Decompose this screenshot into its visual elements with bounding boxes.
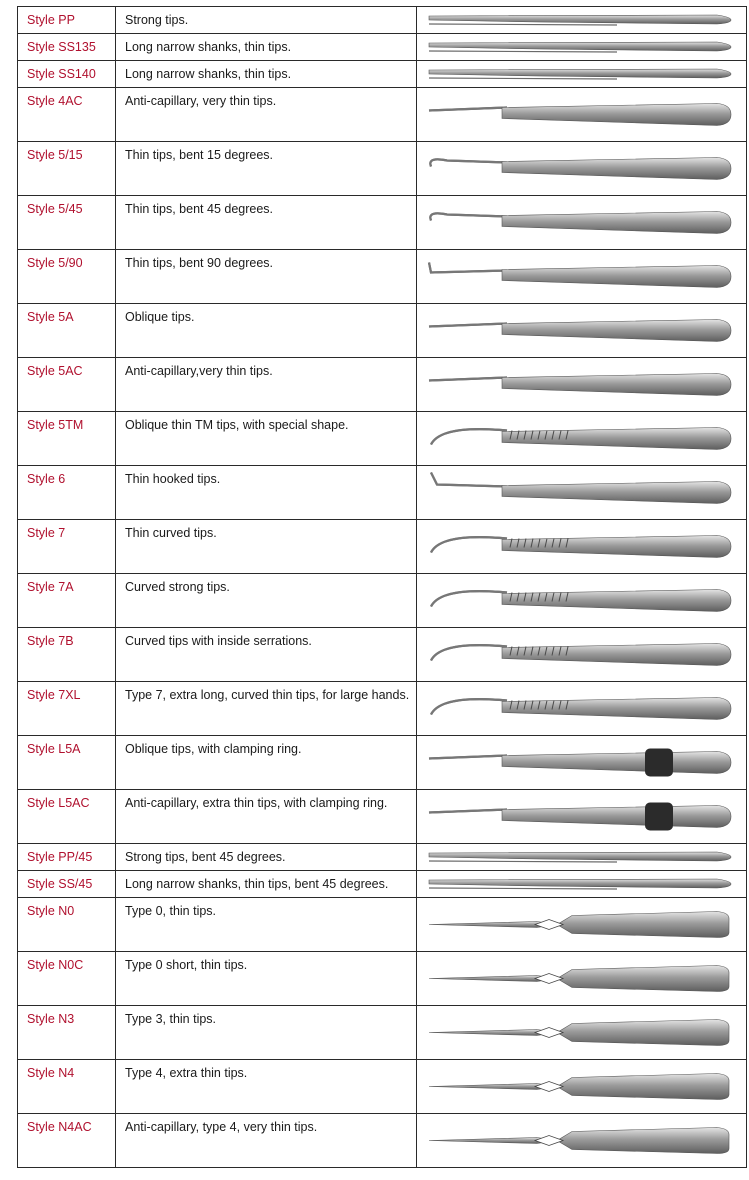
- table-row: [18, 844, 747, 871]
- style-cell: [18, 790, 116, 844]
- image-cell: [417, 1114, 747, 1168]
- image-cell: [417, 898, 747, 952]
- image-cell: [417, 466, 747, 520]
- style-description: Type 3, thin tips.: [125, 1012, 217, 1026]
- style-name: Style 7: [27, 526, 66, 540]
- style-description: Anti-capillary, extra thin tips, with clamping ring.: [125, 796, 388, 810]
- image-cell: [417, 574, 747, 628]
- style-description: Thin curved tips.: [125, 526, 217, 540]
- table-body: [18, 7, 747, 1168]
- description-cell: [116, 682, 417, 736]
- tweezers-anti-capillary-icon: [417, 358, 746, 411]
- style-name: Style N4: [27, 1066, 75, 1080]
- tweezers-reverse-action-icon: [417, 1060, 746, 1113]
- style-name: Style 5/90: [27, 256, 83, 270]
- style-description: Oblique thin TM tips, with special shape.: [125, 418, 349, 432]
- style-name: Style 5TM: [27, 418, 84, 432]
- style-cell: [18, 628, 116, 682]
- description-cell: [116, 142, 417, 196]
- tweezers-long-narrow-icon: [417, 34, 746, 60]
- style-name: Style N3: [27, 1012, 75, 1026]
- image-cell: [417, 34, 747, 61]
- style-cell: [18, 574, 116, 628]
- tweezers-reverse-action-icon: [417, 1114, 746, 1167]
- style-description: Long narrow shanks, thin tips, bent 45 degrees.: [125, 877, 389, 891]
- tweezers-bent-15-icon: [417, 142, 746, 195]
- style-cell: [18, 682, 116, 736]
- description-cell: [116, 574, 417, 628]
- style-description: Type 0 short, thin tips.: [125, 958, 248, 972]
- table-row: [18, 7, 747, 34]
- table-row: [18, 628, 747, 682]
- table-row: [18, 88, 747, 142]
- style-cell: [18, 898, 116, 952]
- table-row: [18, 736, 747, 790]
- image-cell: [417, 628, 747, 682]
- tweezers-clamping-ring-icon: [417, 790, 746, 843]
- image-cell: [417, 871, 747, 898]
- table-row: [18, 574, 747, 628]
- description-cell: [116, 952, 417, 1006]
- style-description: Anti-capillary,very thin tips.: [125, 364, 273, 378]
- tweezers-straight-strong-icon: [417, 844, 746, 870]
- style-cell: [18, 61, 116, 88]
- image-cell: [417, 304, 747, 358]
- description-cell: [116, 412, 417, 466]
- description-cell: [116, 196, 417, 250]
- style-description: Type 4, extra thin tips.: [125, 1066, 248, 1080]
- tweezers-bent-90-icon: [417, 250, 746, 303]
- description-cell: [116, 7, 417, 34]
- style-description: Thin tips, bent 45 degrees.: [125, 202, 274, 216]
- image-cell: [417, 844, 747, 871]
- style-name: Style 7B: [27, 634, 74, 648]
- table-row: [18, 1060, 747, 1114]
- table-row: [18, 142, 747, 196]
- description-cell: [116, 250, 417, 304]
- style-name: Style 5AC: [27, 364, 83, 378]
- table-row: [18, 250, 747, 304]
- image-cell: [417, 250, 747, 304]
- description-cell: [116, 898, 417, 952]
- style-name: Style 7XL: [27, 688, 81, 702]
- style-description: Anti-capillary, type 4, very thin tips.: [125, 1120, 318, 1134]
- style-description: Anti-capillary, very thin tips.: [125, 94, 277, 108]
- style-cell: [18, 520, 116, 574]
- tweezer-styles-table: [17, 6, 747, 1168]
- table-row: [18, 358, 747, 412]
- style-description: Long narrow shanks, thin tips.: [125, 40, 292, 54]
- style-name: Style SS140: [27, 67, 96, 81]
- table-row: [18, 682, 747, 736]
- image-cell: [417, 61, 747, 88]
- style-cell: [18, 871, 116, 898]
- table-row: [18, 412, 747, 466]
- description-cell: [116, 34, 417, 61]
- tweezers-clamping-ring-icon: [417, 736, 746, 789]
- style-cell: [18, 7, 116, 34]
- style-description: Long narrow shanks, thin tips.: [125, 67, 292, 81]
- table-row: [18, 520, 747, 574]
- tweezers-anti-capillary-icon: [417, 88, 746, 141]
- image-cell: [417, 196, 747, 250]
- style-cell: [18, 952, 116, 1006]
- description-cell: [116, 1060, 417, 1114]
- style-cell: [18, 34, 116, 61]
- image-cell: [417, 88, 747, 142]
- image-cell: [417, 520, 747, 574]
- description-cell: [116, 61, 417, 88]
- style-cell: [18, 250, 116, 304]
- description-cell: [116, 790, 417, 844]
- tweezers-hooked-icon: [417, 466, 746, 519]
- style-cell: [18, 1060, 116, 1114]
- description-cell: [116, 1114, 417, 1168]
- table-row: [18, 61, 747, 88]
- image-cell: [417, 142, 747, 196]
- style-name: Style N0: [27, 904, 75, 918]
- image-cell: [417, 1006, 747, 1060]
- tweezers-long-narrow-icon: [417, 871, 746, 897]
- description-cell: [116, 358, 417, 412]
- style-description: Oblique tips.: [125, 310, 195, 324]
- description-cell: [116, 466, 417, 520]
- style-description: Strong tips, bent 45 degrees.: [125, 850, 286, 864]
- style-cell: [18, 1006, 116, 1060]
- style-name: Style 6: [27, 472, 66, 486]
- description-cell: [116, 520, 417, 574]
- table-row: [18, 871, 747, 898]
- image-cell: [417, 682, 747, 736]
- style-cell: [18, 736, 116, 790]
- style-name: Style SS135: [27, 40, 96, 54]
- table-row: [18, 196, 747, 250]
- style-description: Strong tips.: [125, 13, 189, 27]
- style-cell: [18, 1114, 116, 1168]
- tweezers-curved-serrated-icon: [417, 628, 746, 681]
- image-cell: [417, 358, 747, 412]
- style-name: Style 7A: [27, 580, 74, 594]
- style-description: Thin tips, bent 15 degrees.: [125, 148, 274, 162]
- style-description: Type 0, thin tips.: [125, 904, 217, 918]
- style-description: Thin hooked tips.: [125, 472, 221, 486]
- style-name: Style 4AC: [27, 94, 83, 108]
- style-name: Style SS/45: [27, 877, 93, 891]
- tweezers-straight-strong-icon: [417, 7, 746, 33]
- tweezers-reverse-action-icon: [417, 1006, 746, 1059]
- image-cell: [417, 790, 747, 844]
- style-name: Style L5A: [27, 742, 81, 756]
- table-row: [18, 1006, 747, 1060]
- tweezers-curved-long-icon: [417, 682, 746, 735]
- style-name: Style N4AC: [27, 1120, 92, 1134]
- style-name: Style L5AC: [27, 796, 90, 810]
- tweezers-oblique-icon: [417, 304, 746, 357]
- table-row: [18, 304, 747, 358]
- style-name: Style N0C: [27, 958, 84, 972]
- image-cell: [417, 7, 747, 34]
- description-cell: [116, 628, 417, 682]
- style-name: Style PP: [27, 13, 75, 27]
- style-cell: [18, 466, 116, 520]
- style-description: Curved strong tips.: [125, 580, 230, 594]
- style-description: Type 7, extra long, curved thin tips, for large hands.: [125, 688, 410, 702]
- style-cell: [18, 88, 116, 142]
- tweezers-reverse-action-icon: [417, 898, 746, 951]
- style-cell: [18, 412, 116, 466]
- tweezers-bent-45-icon: [417, 196, 746, 249]
- style-cell: [18, 358, 116, 412]
- style-cell: [18, 304, 116, 358]
- tweezers-long-narrow-icon: [417, 61, 746, 87]
- tweezers-curved-icon: [417, 520, 746, 573]
- table-row: [18, 898, 747, 952]
- description-cell: [116, 88, 417, 142]
- description-cell: [116, 844, 417, 871]
- description-cell: [116, 304, 417, 358]
- image-cell: [417, 736, 747, 790]
- style-cell: [18, 142, 116, 196]
- style-cell: [18, 844, 116, 871]
- style-description: Oblique tips, with clamping ring.: [125, 742, 302, 756]
- image-cell: [417, 952, 747, 1006]
- style-cell: [18, 196, 116, 250]
- style-name: Style 5/45: [27, 202, 83, 216]
- table-row: [18, 1114, 747, 1168]
- style-description: Thin tips, bent 90 degrees.: [125, 256, 274, 270]
- table-row: [18, 952, 747, 1006]
- description-cell: [116, 871, 417, 898]
- image-cell: [417, 412, 747, 466]
- tweezers-curved-tm-icon: [417, 412, 746, 465]
- tweezers-curved-strong-icon: [417, 574, 746, 627]
- description-cell: [116, 1006, 417, 1060]
- image-cell: [417, 1060, 747, 1114]
- description-cell: [116, 736, 417, 790]
- style-name: Style PP/45: [27, 850, 93, 864]
- table-row: [18, 466, 747, 520]
- table-row: [18, 34, 747, 61]
- style-description: Curved tips with inside serrations.: [125, 634, 312, 648]
- style-name: Style 5/15: [27, 148, 83, 162]
- table-row: [18, 790, 747, 844]
- tweezers-reverse-action-icon: [417, 952, 746, 1005]
- style-name: Style 5A: [27, 310, 74, 324]
